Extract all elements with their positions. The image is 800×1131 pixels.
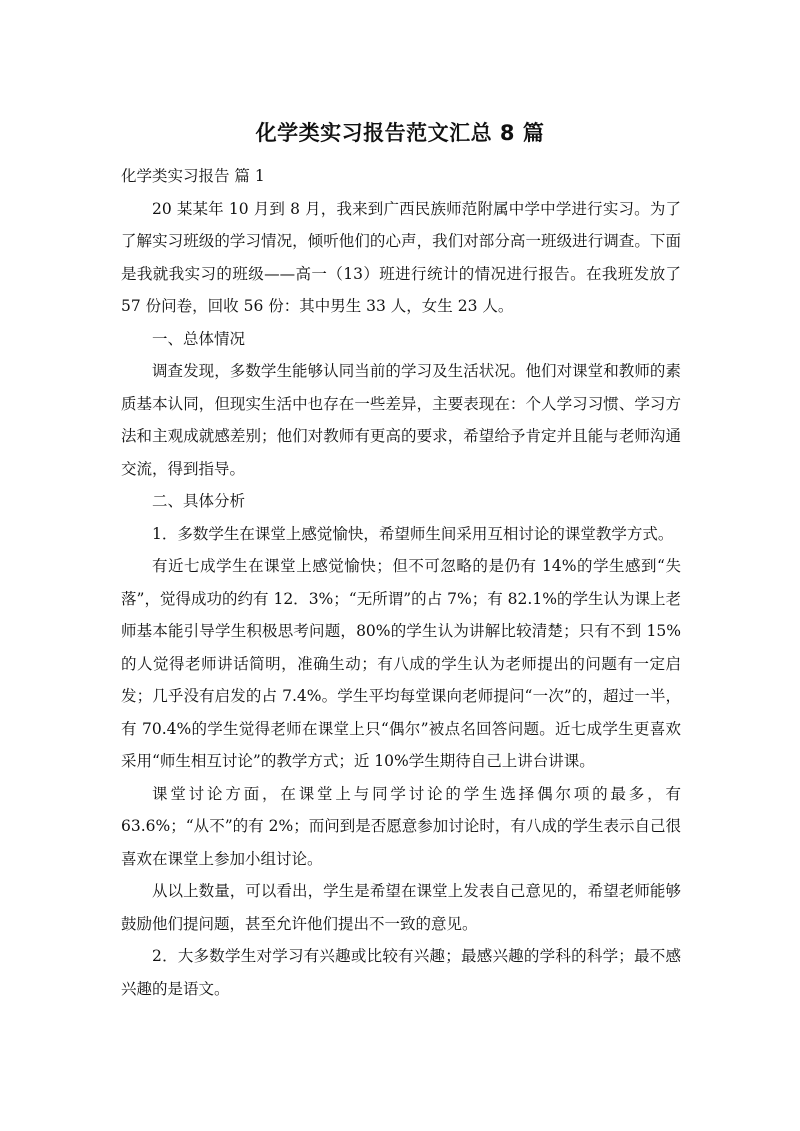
document-title: 化学类实习报告范文汇总 8 篇: [255, 121, 545, 145]
paragraph-classroom-stats: 有近七成学生在课堂上感觉愉快；但不可忽略的是仍有 14%的学生感到“失落”，觉得成功的约有 12．3%；“无所谓”的占 7%；有 82.1%的学生认为课上老师基本能引导学生积极思考问题，80%的学生认为讲解比较清楚；只有不到 15%的人觉得老师讲话简明，准确生动；有八成的学生认为老师提出的问题有一定启发；几乎没有启发的占 7.4%。学生平均每堂课向老师提问“一次”的，超过一半，有 70.4%的学生觉得老师在课堂上只“偶尔”被点名回答问题。近七成学生更喜欢采用“师生相互讨论”的教学方式；近 10%学生期待自己上讲台讲课。: [121, 557, 681, 770]
paragraph-conclusion: 从以上数量，可以看出，学生是希望在课堂上发表自己意见的，希望老师能够鼓励他们提问题，甚至允许他们提出不一致的意见。: [121, 882, 681, 933]
heading-overview: 一、总体情况: [152, 329, 246, 348]
section-heading: 化学类实习报告 篇 1: [121, 167, 265, 185]
paragraph-overview: 调查发现，多数学生能够认同当前的学习及生活状况。他们对课堂和教师的素质基本认同，但现实生活中也存在一些差异，主要表现在：个人学习习惯、学习方法和主观成就感差别；他们对教师有更高的要求，希望给予肯定并且能与老师沟通交流，得到指导。: [121, 362, 681, 478]
paragraph-intro: 20 某某年 10 月到 8 月，我来到广西民族师范附属中学中学进行实习。为了了解实习班级的学习情况，倾听他们的心声，我们对部分高一班级进行调查。下面是我就我实习的班级——高一（13）班进行统计的情况进行报告。在我班发放了 57 份问卷，回收 56 份：其中男生 33 人，女生 23 人。: [121, 199, 681, 315]
paragraph-point-1: 1．多数学生在课堂上感觉愉快，希望师生间采用互相讨论的课堂教学方式。: [152, 524, 674, 543]
paragraph-point-2: 2．大多数学生对学习有兴趣或比较有兴趣；最感兴趣的学科的科学；最不感兴趣的是语文。: [121, 947, 681, 998]
paragraph-discussion: 课堂讨论方面，在课堂上与同学讨论的学生选择偶尔项的最多，有63.6%；“从不”的有 2%；而问到是否愿意参加讨论时，有八成的学生表示自己很喜欢在课堂上参加小组讨论。: [121, 784, 681, 868]
document-body: [121, 160, 681, 1005]
heading-analysis: 二、具体分析: [152, 492, 246, 510]
